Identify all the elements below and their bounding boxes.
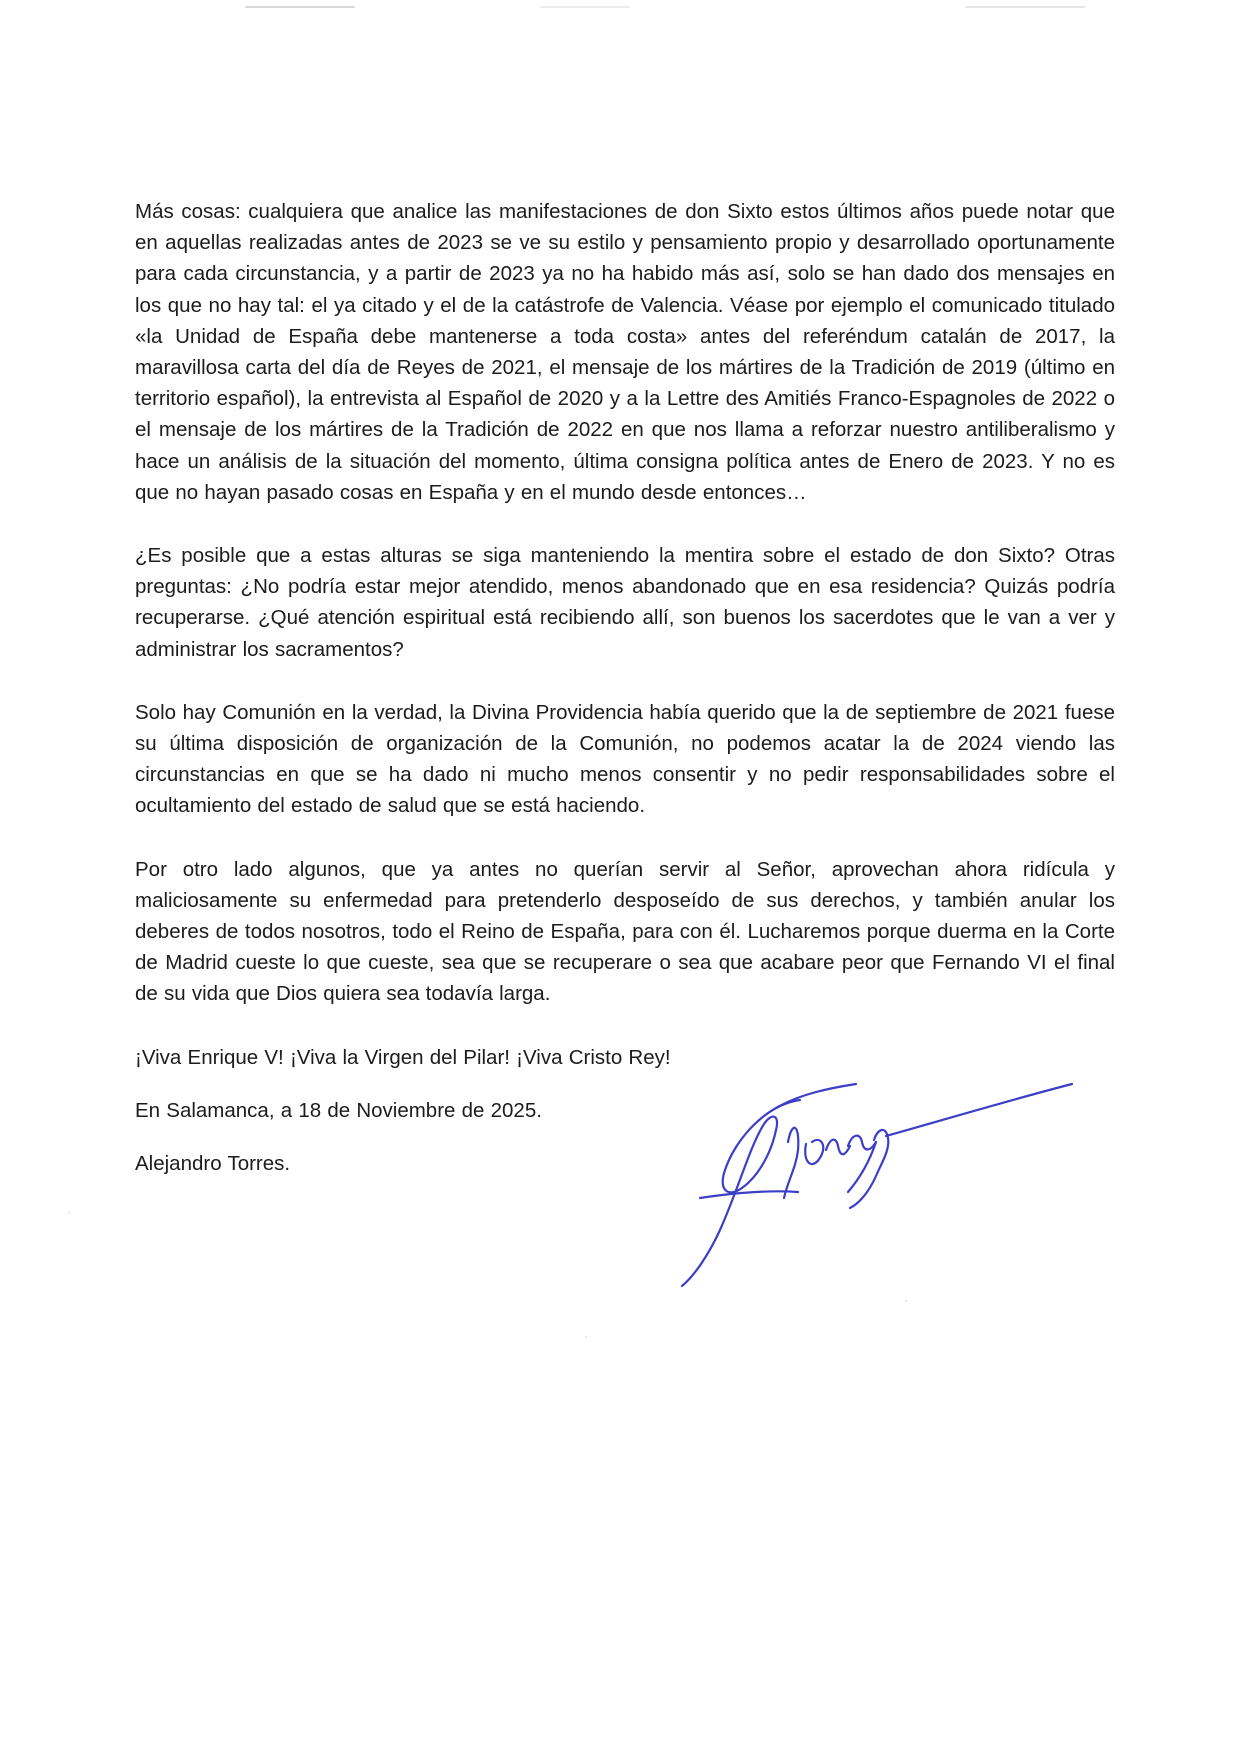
paragraph-2: ¿Es posible que a estas alturas se siga manteniendo la mentira sobre el estado de don Sixto? Otras preguntas: ¿No podría estar mejor atendido, menos abandonado que en esa residencia? Quizás podría recuperarse. ¿Qué atención espiritual está recibiendo allí, son buenos los sacerdotes que le van a ver y administrar los sacramentos?	[135, 544, 1115, 661]
paragraph-3: Solo hay Comunión en la verdad, la Divina Providencia había querido que la de septiembre de 2021 fuese su última disposición de organización de la Comunión, no podemos acatar la de 2024 viendo las circunstancias en que se ha dado ni mucho menos consentir y no pedir responsabilidades sobre el ocultamiento del estado de salud que se está haciendo.	[135, 700, 1115, 818]
scan-mark	[965, 6, 1085, 8]
paragraph-4: Por otro lado algunos, que ya antes no querían servir al Señor, aprovechan ahora ridícula y maliciosamente su enfermedad para pretenderlo desposeído de sus derechos, y también anular los deberes de todos nosotros, todo el Reino de España, para con él. Lucharemos porque duerma en la Corte de Madrid cueste lo que cueste, sea que se recuperare o sea que acabare peor que Fernando VI el final de su vida que Dios quiera sea todavía larga.	[135, 857, 1115, 1006]
author-name: Alejandro Torres.	[135, 1152, 291, 1176]
scan-speck	[68, 1212, 70, 1214]
scan-mark	[540, 6, 630, 8]
scan-mark	[245, 6, 355, 8]
handwritten-signature-icon	[680, 1080, 1100, 1300]
scan-edge-marks	[0, 6, 1240, 12]
closing-cheer: ¡Viva Enrique V! ¡Viva la Virgen del Pilar! ¡Viva Cristo Rey!	[135, 1045, 671, 1069]
place-date: En Salamanca, a 18 de Noviembre de 2025.	[135, 1098, 542, 1122]
paragraph-1: Más cosas: cualquiera que analice las manifestaciones de don Sixto estos últimos años puede notar que en aquellas realizadas antes de 2023 se ve su estilo y pensamiento propio y desarrollado oportunamente para cada circunstancia, y a partir de 2023 ya no ha habido más así, solo se han dado dos mensajes en los que no hay tal: el ya citado y el de la catástrofe de Valencia. Véase por ejemplo el comunicado titulado «la Unidad de España debe mantenerse a toda costa» antes del referéndum catalán de 2017, la maravillosa carta del día de Reyes de 2021, el mensaje de los mártires de la Tradición de 2019 (último en territorio español), la entrevista al Español de 2020 y a la Lettre des Amitiés Franco-Espagnoles de 2022 o el mensaje de los mártires de la Tradición de 2022 en que nos llama a reforzar nuestro antiliberalismo y hace un análisis de la situación del momento, última consigna política antes de Enero de 2023. Y no es que no hayan pasado cosas en España y en el mundo desde entonces…	[135, 200, 1115, 504]
letter-body	[135, 196, 1115, 1201]
scan-speck	[585, 1336, 587, 1338]
scan-speck	[905, 1300, 907, 1302]
